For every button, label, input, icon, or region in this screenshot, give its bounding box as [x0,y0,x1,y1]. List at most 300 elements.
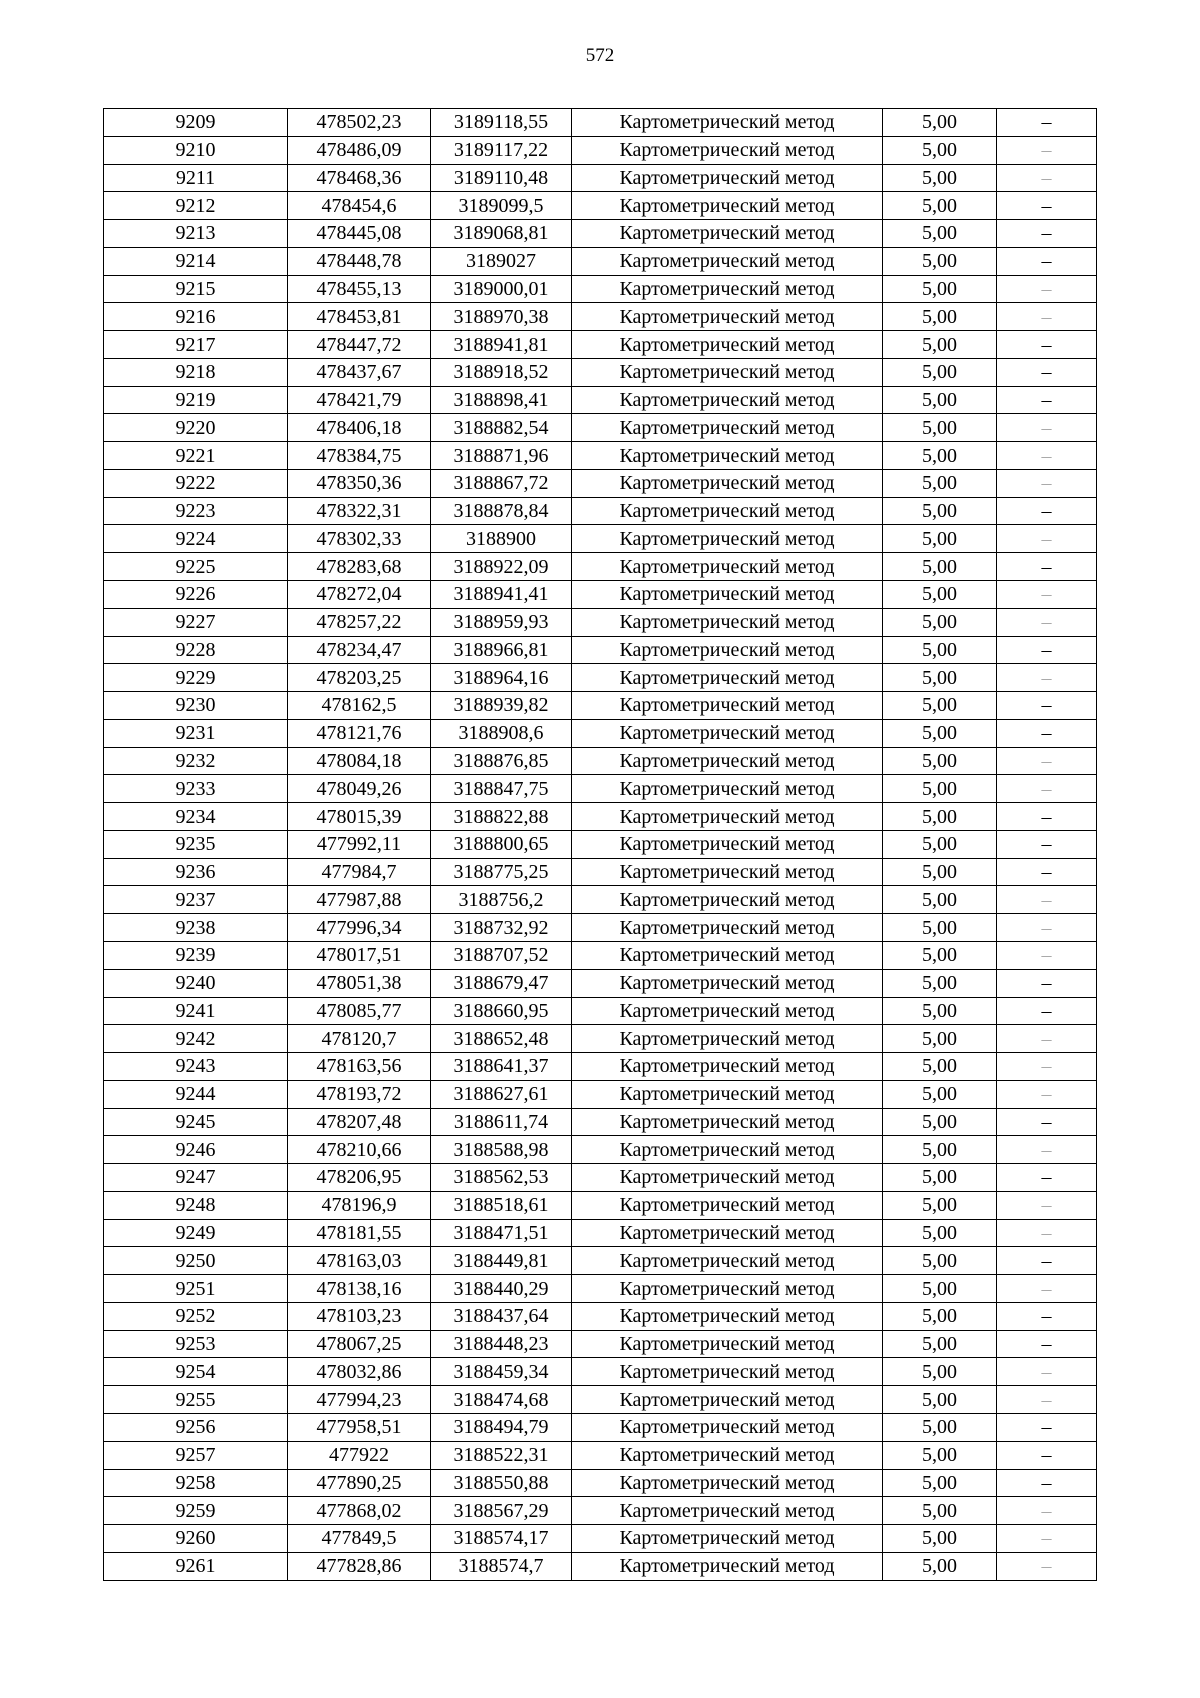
accuracy-cell: 5,00 [883,1386,997,1414]
point-number-cell: 9254 [104,1358,288,1386]
point-number-cell: 9225 [104,553,288,581]
y-coordinate-cell: 3188437,64 [431,1302,572,1330]
point-number-cell: 9260 [104,1525,288,1553]
description-cell: – [997,553,1097,581]
table-row [104,136,1097,164]
method-cell: Картометрический метод [572,664,883,692]
x-coordinate-cell: 477849,5 [288,1525,431,1553]
accuracy-cell: 5,00 [883,1413,997,1441]
x-coordinate-cell: 477984,7 [288,858,431,886]
x-coordinate-cell: 477958,51 [288,1413,431,1441]
accuracy-cell: 5,00 [883,1302,997,1330]
accuracy-cell: 5,00 [883,358,997,386]
description-cell: – [997,442,1097,470]
table-row [104,386,1097,414]
table-row [104,636,1097,664]
y-coordinate-cell: 3188641,37 [431,1053,572,1081]
description-cell: – [997,525,1097,553]
table-row [104,1136,1097,1164]
y-coordinate-cell: 3188707,52 [431,941,572,969]
y-coordinate-cell: 3188775,25 [431,858,572,886]
table-row [104,275,1097,303]
description-cell: – [997,636,1097,664]
y-coordinate-cell: 3188588,98 [431,1136,572,1164]
y-coordinate-cell: 3188898,41 [431,386,572,414]
x-coordinate-cell: 478163,56 [288,1053,431,1081]
accuracy-cell: 5,00 [883,1108,997,1136]
method-cell: Картометрический метод [572,192,883,220]
method-cell: Картометрический метод [572,331,883,359]
accuracy-cell: 5,00 [883,386,997,414]
point-number-cell: 9218 [104,358,288,386]
table-row [104,1386,1097,1414]
table-row [104,442,1097,470]
table-row [104,414,1097,442]
x-coordinate-cell: 478121,76 [288,719,431,747]
x-coordinate-cell: 478193,72 [288,1080,431,1108]
description-cell: – [997,914,1097,942]
accuracy-cell: 5,00 [883,997,997,1025]
point-number-cell: 9247 [104,1164,288,1192]
description-cell: – [997,803,1097,831]
table-row [104,1247,1097,1275]
y-coordinate-cell: 3189110,48 [431,164,572,192]
accuracy-cell: 5,00 [883,1497,997,1525]
description-cell: – [997,497,1097,525]
point-number-cell: 9232 [104,747,288,775]
accuracy-cell: 5,00 [883,914,997,942]
description-cell: – [997,886,1097,914]
point-number-cell: 9212 [104,192,288,220]
point-number-cell: 9240 [104,969,288,997]
y-coordinate-cell: 3188660,95 [431,997,572,1025]
description-cell: – [997,830,1097,858]
table-row [104,1219,1097,1247]
description-cell: – [997,358,1097,386]
description-cell: – [997,1191,1097,1219]
method-cell: Картометрический метод [572,1386,883,1414]
point-number-cell: 9235 [104,830,288,858]
table-row [104,692,1097,720]
coordinates-table-body [104,109,1097,1581]
description-cell: – [997,997,1097,1025]
method-cell: Картометрический метод [572,803,883,831]
description-cell: – [997,303,1097,331]
x-coordinate-cell: 478302,33 [288,525,431,553]
y-coordinate-cell: 3188494,79 [431,1413,572,1441]
method-cell: Картометрический метод [572,386,883,414]
y-coordinate-cell: 3188882,54 [431,414,572,442]
x-coordinate-cell: 478445,08 [288,220,431,248]
x-coordinate-cell: 478162,5 [288,692,431,720]
method-cell: Картометрический метод [572,1469,883,1497]
table-row [104,1525,1097,1553]
accuracy-cell: 5,00 [883,220,997,248]
x-coordinate-cell: 478421,79 [288,386,431,414]
y-coordinate-cell: 3188876,85 [431,747,572,775]
table-row [104,497,1097,525]
table-row [104,164,1097,192]
description-cell: – [997,747,1097,775]
y-coordinate-cell: 3188562,53 [431,1164,572,1192]
description-cell: – [997,719,1097,747]
method-cell: Картометрический метод [572,775,883,803]
y-coordinate-cell: 3188939,82 [431,692,572,720]
y-coordinate-cell: 3188732,92 [431,914,572,942]
table-row [104,192,1097,220]
point-number-cell: 9210 [104,136,288,164]
x-coordinate-cell: 477992,11 [288,830,431,858]
x-coordinate-cell: 478454,6 [288,192,431,220]
description-cell: – [997,192,1097,220]
y-coordinate-cell: 3188652,48 [431,1025,572,1053]
y-coordinate-cell: 3188941,81 [431,331,572,359]
y-coordinate-cell: 3189118,55 [431,109,572,137]
accuracy-cell: 5,00 [883,303,997,331]
method-cell: Картометрический метод [572,1497,883,1525]
x-coordinate-cell: 478486,09 [288,136,431,164]
x-coordinate-cell: 477922 [288,1441,431,1469]
accuracy-cell: 5,00 [883,275,997,303]
x-coordinate-cell: 478447,72 [288,331,431,359]
point-number-cell: 9230 [104,692,288,720]
y-coordinate-cell: 3188679,47 [431,969,572,997]
description-cell: – [997,608,1097,636]
point-number-cell: 9244 [104,1080,288,1108]
x-coordinate-cell: 478085,77 [288,997,431,1025]
x-coordinate-cell: 478206,95 [288,1164,431,1192]
x-coordinate-cell: 478196,9 [288,1191,431,1219]
accuracy-cell: 5,00 [883,608,997,636]
accuracy-cell: 5,00 [883,1330,997,1358]
table-row [104,1413,1097,1441]
table-row [104,1164,1097,1192]
point-number-cell: 9233 [104,775,288,803]
description-cell: – [997,247,1097,275]
accuracy-cell: 5,00 [883,581,997,609]
method-cell: Картометрический метод [572,442,883,470]
x-coordinate-cell: 478207,48 [288,1108,431,1136]
point-number-cell: 9221 [104,442,288,470]
accuracy-cell: 5,00 [883,830,997,858]
y-coordinate-cell: 3189099,5 [431,192,572,220]
description-cell: – [997,136,1097,164]
table-row [104,303,1097,331]
table-row [104,247,1097,275]
method-cell: Картометрический метод [572,275,883,303]
y-coordinate-cell: 3189000,01 [431,275,572,303]
method-cell: Картометрический метод [572,1108,883,1136]
y-coordinate-cell: 3188522,31 [431,1441,572,1469]
x-coordinate-cell: 478257,22 [288,608,431,636]
x-coordinate-cell: 478448,78 [288,247,431,275]
y-coordinate-cell: 3188474,68 [431,1386,572,1414]
x-coordinate-cell: 478017,51 [288,941,431,969]
point-number-cell: 9243 [104,1053,288,1081]
table-row [104,719,1097,747]
method-cell: Картометрический метод [572,719,883,747]
method-cell: Картометрический метод [572,969,883,997]
x-coordinate-cell: 478084,18 [288,747,431,775]
y-coordinate-cell: 3188440,29 [431,1275,572,1303]
y-coordinate-cell: 3188518,61 [431,1191,572,1219]
point-number-cell: 9215 [104,275,288,303]
description-cell: – [997,692,1097,720]
description-cell: – [997,1525,1097,1553]
description-cell: – [997,1219,1097,1247]
table-row [104,775,1097,803]
description-cell: – [997,1164,1097,1192]
point-number-cell: 9217 [104,331,288,359]
point-number-cell: 9261 [104,1552,288,1580]
accuracy-cell: 5,00 [883,414,997,442]
point-number-cell: 9242 [104,1025,288,1053]
method-cell: Картометрический метод [572,1330,883,1358]
point-number-cell: 9257 [104,1441,288,1469]
accuracy-cell: 5,00 [883,719,997,747]
point-number-cell: 9248 [104,1191,288,1219]
x-coordinate-cell: 478181,55 [288,1219,431,1247]
x-coordinate-cell: 478350,36 [288,469,431,497]
method-cell: Картометрический метод [572,497,883,525]
method-cell: Картометрический метод [572,1164,883,1192]
x-coordinate-cell: 478502,23 [288,109,431,137]
description-cell: – [997,581,1097,609]
coordinates-table [103,108,1097,1581]
table-row [104,664,1097,692]
table-row [104,109,1097,137]
accuracy-cell: 5,00 [883,1247,997,1275]
table-row [104,886,1097,914]
table-row [104,358,1097,386]
point-number-cell: 9237 [104,886,288,914]
method-cell: Картометрический метод [572,1358,883,1386]
table-row [104,553,1097,581]
method-cell: Картометрический метод [572,997,883,1025]
x-coordinate-cell: 477987,88 [288,886,431,914]
method-cell: Картометрический метод [572,220,883,248]
table-row [104,1552,1097,1580]
point-number-cell: 9222 [104,469,288,497]
table-row [104,1108,1097,1136]
method-cell: Картометрический метод [572,1025,883,1053]
description-cell: – [997,1330,1097,1358]
x-coordinate-cell: 477890,25 [288,1469,431,1497]
description-cell: – [997,1552,1097,1580]
accuracy-cell: 5,00 [883,109,997,137]
accuracy-cell: 5,00 [883,1053,997,1081]
description-cell: – [997,386,1097,414]
description-cell: – [997,1302,1097,1330]
y-coordinate-cell: 3188964,16 [431,664,572,692]
table-row [104,1497,1097,1525]
page-number: 572 [585,45,615,66]
description-cell: – [997,1441,1097,1469]
method-cell: Картометрический метод [572,109,883,137]
y-coordinate-cell: 3188611,74 [431,1108,572,1136]
point-number-cell: 9219 [104,386,288,414]
method-cell: Картометрический метод [572,1552,883,1580]
x-coordinate-cell: 478015,39 [288,803,431,831]
y-coordinate-cell: 3188847,75 [431,775,572,803]
y-coordinate-cell: 3188871,96 [431,442,572,470]
y-coordinate-cell: 3188567,29 [431,1497,572,1525]
description-cell: – [997,1358,1097,1386]
y-coordinate-cell: 3188800,65 [431,830,572,858]
accuracy-cell: 5,00 [883,164,997,192]
accuracy-cell: 5,00 [883,858,997,886]
table-row [104,1358,1097,1386]
method-cell: Картометрический метод [572,1053,883,1081]
point-number-cell: 9214 [104,247,288,275]
method-cell: Картометрический метод [572,1219,883,1247]
description-cell: – [997,109,1097,137]
method-cell: Картометрический метод [572,1275,883,1303]
method-cell: Картометрический метод [572,1080,883,1108]
method-cell: Картометрический метод [572,553,883,581]
table-row [104,1191,1097,1219]
description-cell: – [997,220,1097,248]
accuracy-cell: 5,00 [883,1441,997,1469]
table-row [104,1469,1097,1497]
method-cell: Картометрический метод [572,941,883,969]
description-cell: – [997,331,1097,359]
method-cell: Картометрический метод [572,1413,883,1441]
accuracy-cell: 5,00 [883,136,997,164]
accuracy-cell: 5,00 [883,941,997,969]
y-coordinate-cell: 3188900 [431,525,572,553]
description-cell: – [997,1497,1097,1525]
description-cell: – [997,941,1097,969]
accuracy-cell: 5,00 [883,1191,997,1219]
x-coordinate-cell: 478051,38 [288,969,431,997]
accuracy-cell: 5,00 [883,1552,997,1580]
description-cell: – [997,164,1097,192]
x-coordinate-cell: 478120,7 [288,1025,431,1053]
point-number-cell: 9259 [104,1497,288,1525]
table-row [104,331,1097,359]
accuracy-cell: 5,00 [883,1358,997,1386]
method-cell: Картометрический метод [572,136,883,164]
table-row [104,1330,1097,1358]
point-number-cell: 9229 [104,664,288,692]
description-cell: – [997,1108,1097,1136]
table-row [104,858,1097,886]
point-number-cell: 9253 [104,1330,288,1358]
description-cell: – [997,1386,1097,1414]
method-cell: Картометрический метод [572,414,883,442]
method-cell: Картометрический метод [572,858,883,886]
method-cell: Картометрический метод [572,1441,883,1469]
accuracy-cell: 5,00 [883,553,997,581]
x-coordinate-cell: 478468,36 [288,164,431,192]
method-cell: Картометрический метод [572,1191,883,1219]
table-row [104,469,1097,497]
description-cell: – [997,664,1097,692]
point-number-cell: 9236 [104,858,288,886]
x-coordinate-cell: 477828,86 [288,1552,431,1580]
accuracy-cell: 5,00 [883,497,997,525]
y-coordinate-cell: 3188448,23 [431,1330,572,1358]
x-coordinate-cell: 478138,16 [288,1275,431,1303]
point-number-cell: 9213 [104,220,288,248]
accuracy-cell: 5,00 [883,747,997,775]
accuracy-cell: 5,00 [883,803,997,831]
table-row [104,1302,1097,1330]
table-row [104,941,1097,969]
point-number-cell: 9216 [104,303,288,331]
accuracy-cell: 5,00 [883,1080,997,1108]
y-coordinate-cell: 3188449,81 [431,1247,572,1275]
table-row [104,747,1097,775]
method-cell: Картометрический метод [572,608,883,636]
point-number-cell: 9255 [104,1386,288,1414]
method-cell: Картометрический метод [572,1136,883,1164]
point-number-cell: 9228 [104,636,288,664]
table-row [104,914,1097,942]
point-number-cell: 9239 [104,941,288,969]
accuracy-cell: 5,00 [883,331,997,359]
point-number-cell: 9234 [104,803,288,831]
method-cell: Картометрический метод [572,581,883,609]
x-coordinate-cell: 478210,66 [288,1136,431,1164]
point-number-cell: 9258 [104,1469,288,1497]
accuracy-cell: 5,00 [883,664,997,692]
x-coordinate-cell: 478283,68 [288,553,431,581]
table-row [104,803,1097,831]
accuracy-cell: 5,00 [883,1275,997,1303]
y-coordinate-cell: 3188908,6 [431,719,572,747]
method-cell: Картометрический метод [572,247,883,275]
y-coordinate-cell: 3188970,38 [431,303,572,331]
y-coordinate-cell: 3188756,2 [431,886,572,914]
point-number-cell: 9209 [104,109,288,137]
accuracy-cell: 5,00 [883,1469,997,1497]
accuracy-cell: 5,00 [883,247,997,275]
accuracy-cell: 5,00 [883,1136,997,1164]
accuracy-cell: 5,00 [883,1025,997,1053]
y-coordinate-cell: 3188959,93 [431,608,572,636]
x-coordinate-cell: 478103,23 [288,1302,431,1330]
point-number-cell: 9211 [104,164,288,192]
y-coordinate-cell: 3188867,72 [431,469,572,497]
method-cell: Картометрический метод [572,1247,883,1275]
table-row [104,581,1097,609]
description-cell: – [997,1247,1097,1275]
x-coordinate-cell: 478384,75 [288,442,431,470]
table-row [104,1275,1097,1303]
method-cell: Картометрический метод [572,1302,883,1330]
method-cell: Картометрический метод [572,358,883,386]
method-cell: Картометрический метод [572,525,883,553]
method-cell: Картометрический метод [572,469,883,497]
point-number-cell: 9250 [104,1247,288,1275]
point-number-cell: 9251 [104,1275,288,1303]
y-coordinate-cell: 3188878,84 [431,497,572,525]
accuracy-cell: 5,00 [883,1164,997,1192]
point-number-cell: 9220 [104,414,288,442]
x-coordinate-cell: 478437,67 [288,358,431,386]
x-coordinate-cell: 478406,18 [288,414,431,442]
y-coordinate-cell: 3188918,52 [431,358,572,386]
y-coordinate-cell: 3188822,88 [431,803,572,831]
x-coordinate-cell: 477994,23 [288,1386,431,1414]
method-cell: Картометрический метод [572,164,883,192]
y-coordinate-cell: 3188627,61 [431,1080,572,1108]
accuracy-cell: 5,00 [883,886,997,914]
description-cell: – [997,1413,1097,1441]
accuracy-cell: 5,00 [883,636,997,664]
